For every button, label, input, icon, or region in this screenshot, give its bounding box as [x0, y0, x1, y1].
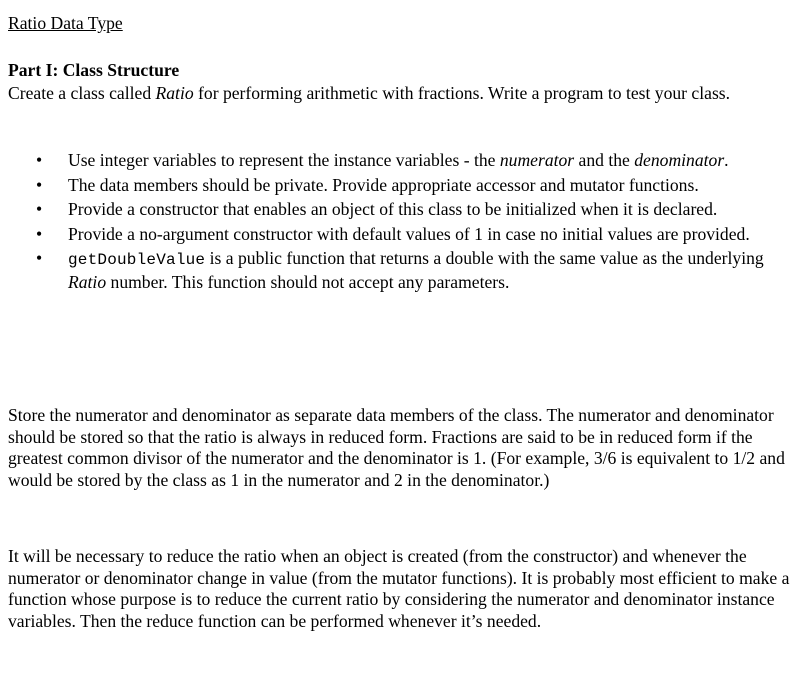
requirements-list — [8, 150, 788, 297]
list-item — [8, 150, 788, 172]
reduce-paragraph: It will be necessary to reduce the ratio when an object is created (from the constructor) and whenever the numerator or denominator change in value (from the mutator functions). It is probably most efficient to make a function whose purpose is to reduce the current ratio by considering the numerator and denominator instance variables. Then the reduce function can be performed whenever it’s needed. — [8, 546, 790, 631]
intro-text-before: Create a class called — [8, 83, 156, 103]
bullet-emphasis: denominator — [634, 150, 725, 170]
bullet-text: number. This function should not accept any parameters. — [106, 271, 510, 292]
document-title: Ratio Data Type — [8, 13, 123, 33]
bullet-icon: • — [36, 174, 43, 195]
store-paragraph: Store the numerator and denominator as separate data members of the class. The numerator and denominator should be stored so that the ratio is always in reduced form. Fractions are said to be in reduced form if the greatest common divisor of the numerator and the denominator is 1. (For example, 3/6 is equivalent to 1/2 and would be stored by the class as 1 in the numerator and 2 in the denominator.) — [8, 405, 785, 490]
list-item — [8, 199, 788, 221]
bullet-text: and the — [574, 150, 635, 170]
list-item — [8, 248, 788, 293]
bullet-text: Provide a no-argument constructor with default values of 1 in case no initial values are provided. — [68, 223, 750, 244]
bullet-icon: • — [36, 223, 43, 244]
bullet-text: . — [724, 150, 729, 170]
intro-paragraph — [8, 83, 788, 105]
bullet-icon: • — [36, 199, 43, 220]
intro-text-after: for performing arithmetic with fractions. Write a program to test your class. — [193, 83, 731, 103]
bullet-icon: • — [36, 248, 43, 269]
bullet-text: The data members should be private. Provide appropriate accessor and mutator functions. — [68, 174, 699, 195]
bullet-text: is a public function that returns a double with the same value as the underlying — [205, 248, 764, 269]
intro-class-name: Ratio — [155, 83, 194, 103]
list-item — [8, 224, 788, 246]
list-item — [8, 175, 788, 197]
bullet-text: Use integer variables to represent the instance variables - the — [68, 150, 500, 170]
bullet-emphasis: numerator — [499, 150, 575, 170]
part-heading: Part I: Class Structure — [8, 60, 180, 80]
code-function-name: getDoubleValue — [68, 251, 206, 270]
bullet-emphasis: Ratio — [68, 271, 107, 292]
bullet-icon: • — [36, 150, 43, 170]
bullet-text: Provide a constructor that enables an object of this class to be initialized when it is declared. — [68, 199, 718, 220]
